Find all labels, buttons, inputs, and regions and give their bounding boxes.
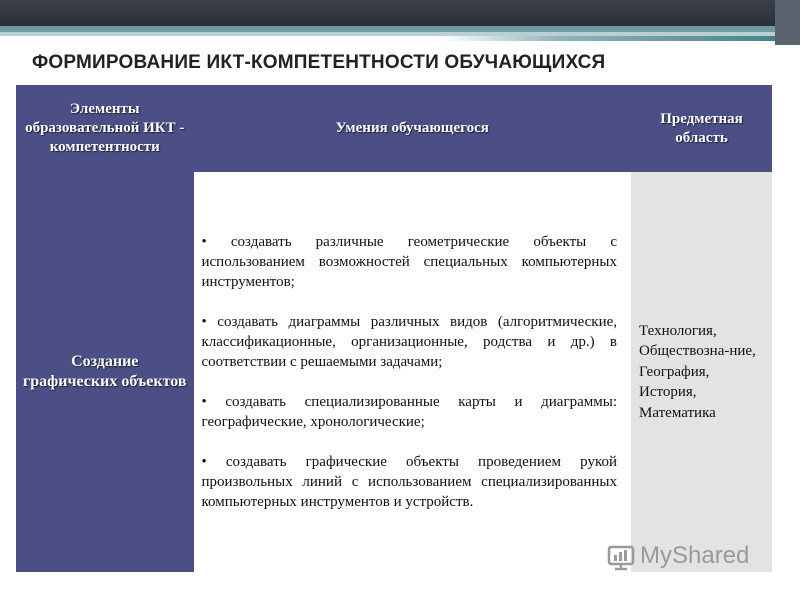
competence-table: [16, 85, 772, 572]
watermark-text: MyShared: [640, 542, 750, 569]
skills-cell: [194, 172, 632, 572]
skill-item: • создавать различные геометрические объекты с использованием возможностей специальных компьютерных инструментов;: [201, 234, 618, 290]
skill-item: • создавать графические объекты проведением рукой произвольных линий с использованием специализированных компьютерных инструментов и устройств.: [201, 454, 618, 510]
skill-item: • создавать диаграммы различных видов (алгоритмические, классификационные, организационные, родства и др.) в соответствии с решаемыми задачами;: [201, 314, 618, 370]
slide-title: ФОРМИРОВАНИЕ ИКТ-КОМПЕТЕНТНОСТИ ОБУЧАЮЩИХСЯ: [32, 52, 606, 73]
watermark: [606, 536, 776, 576]
element-cell: Создание графических объектов: [16, 172, 194, 572]
header-element: Элементы образовательной ИКТ - компетентности: [16, 85, 194, 172]
top-decorative-bar: [0, 0, 800, 26]
header-skills: Умения обучающегося: [194, 85, 632, 172]
top-right-block: [775, 0, 800, 45]
table-header-row: [16, 85, 772, 172]
skill-item: • создавать специализированные карты и диаграммы: географические, хронологические;: [201, 394, 618, 430]
header-subject: Предметная область: [631, 85, 772, 172]
top-accent-gradient: [0, 36, 800, 41]
myshared-logo-icon: [606, 541, 636, 571]
table-row: [16, 172, 772, 572]
subject-cell: Технология, Обществозна-ние, География, История, Математика: [631, 172, 772, 572]
